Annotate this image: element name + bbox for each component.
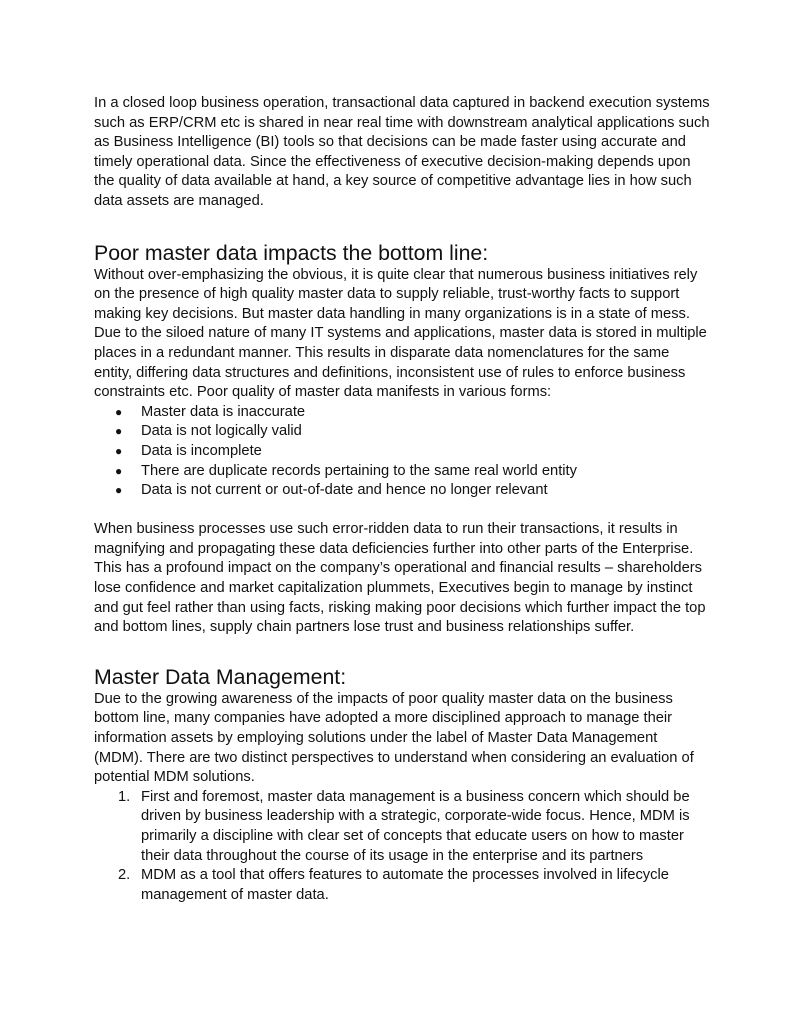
mdm-heading: Master Data Management: <box>94 664 347 689</box>
list-item <box>94 866 710 905</box>
list-item-text: First and foremost, master data management is a business concern which should be driven by business leadership with a strategic, corporate-wide focus. Hence, MDM is primarily a discipline with clear set of concepts that educate users on how to master their data throughout the course of its usage in the enterprise and its partners <box>141 788 690 864</box>
list-item <box>94 788 710 866</box>
list-item-text: There are duplicate records pertaining to the same real world entity <box>141 462 577 479</box>
list-number: 2. <box>118 867 131 884</box>
mdm-perspectives-list <box>94 788 710 906</box>
poor-quality-forms-list <box>94 403 710 501</box>
list-item-text: Data is not logically valid <box>141 423 302 440</box>
impact-paragraph: When business processes use such error-ridden data to run their transactions, it results in magnifying and propagating these data deficiencies further into other parts of the Enterprise. This has a profound impact on the company’s operational and financial results – shareholders lose confidence and market capitalization plummets, Executives begin to manage by instinct and gut feel rather than using facts, risking making poor decisions which further impact the top and bottom lines, supply chain partners lose trust and business relationships suffer. <box>94 521 706 636</box>
list-item-text: Data is not current or out-of-date and hence no longer relevant <box>141 482 548 499</box>
list-item <box>94 422 710 442</box>
list-item-text: Data is incomplete <box>141 442 262 459</box>
poor-master-data-paragraph: Without over-emphasizing the obvious, it is quite clear that numerous business initiatives rely on the presence of high quality master data to supply reliable, trust-worthy facts to support making key decisions. But master data handling in many organizations is in a state of mess. Due to the siloed nature of many IT systems and applications, master data is stored in multiple places in a redundant manner. This results in disparate data nomenclatures for the same entity, differing data structures and definitions, inconsistent use of rules to enforce business constraints etc. Poor quality of master data manifests in various forms: <box>94 266 707 401</box>
bullet-marker: ● <box>115 404 123 419</box>
mdm-paragraph: Due to the growing awareness of the impacts of poor quality master data on the business bottom line, many companies have adopted a more disciplined approach to manage their information assets by employing solutions under the label of Master Data Management (MDM). There are two distinct perspectives to understand when considering an evaluation of potential MDM solutions. <box>94 690 694 786</box>
bullet-marker: ● <box>115 443 123 458</box>
list-item <box>94 442 710 462</box>
bullet-marker: ● <box>115 424 123 439</box>
list-item <box>94 403 710 423</box>
bullet-marker: ● <box>115 483 123 498</box>
list-item-text: MDM as a tool that offers features to automate the processes involved in lifecycle management of master data. <box>141 867 669 903</box>
list-item <box>94 481 710 501</box>
intro-paragraph: In a closed loop business operation, transactional data captured in backend execution systems such as ERP/CRM etc is shared in near real time with downstream analytical applications such as Business Intelligence (BI) tools so that decisions can be made faster using accurate and timely operational data. Since the effectiveness of executive decision-making depends upon the quality of data available at hand, a key source of competitive advantage lies in how such data assets are managed. <box>94 95 710 209</box>
poor-master-data-heading: Poor master data impacts the bottom line: <box>94 240 489 265</box>
paragraph-spacer <box>94 501 710 521</box>
list-item <box>94 462 710 482</box>
document-page <box>94 94 710 905</box>
list-item-text: Master data is inaccurate <box>141 403 306 420</box>
list-number: 1. <box>118 788 131 805</box>
bullet-marker: ● <box>115 463 123 478</box>
